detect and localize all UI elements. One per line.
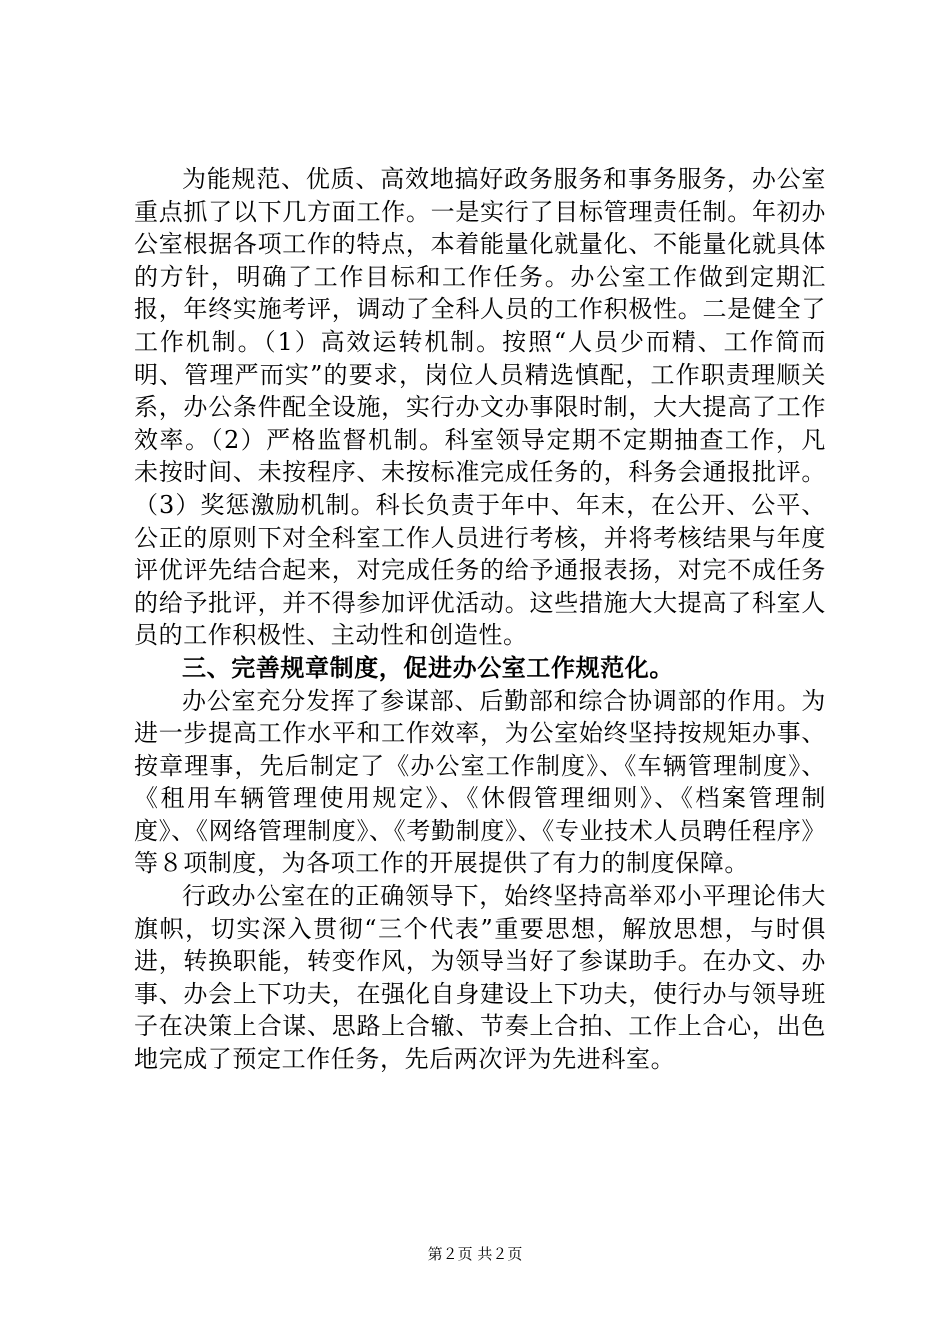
paragraph-rules-regulations: 办公室充分发挥了参谋部、后勤部和综合协调部的作用。为进一步提高工作水平和工作效率，为公室始终坚持按规矩办事、按章理事，先后制定了《办公室工作制度》、《车辆管理制度》、《租用车辆管理使用规定》、《休假管理细则》、《档案管理制度》、《网络管理制度》、《考勤制度》、《专业技术人员聘任程序》等８项制度，为各项工作的开展提供了有力的制度保障。 xyxy=(134,686,826,878)
page-footer: 第２页 共２页 xyxy=(427,1245,523,1263)
section-heading-3: 三、完善规章制度，促进办公室工作规范化。 xyxy=(182,653,674,682)
paragraph-work-mechanisms: 为能规范、优质、高效地搞好政务服务和事务服务，办公室重点抓了以下几方面工作。一是实行了目标管理责任制。年初办公室根据各项工作的特点，本着能量化就量化、不能量化就具体的方针，明确了工作目标和工作任务。办公室工作做到定期汇报，年终实施考评，调动了全科人员的工作积极性。二是健全了工作机制。（1）高效运转机制。按照“人员少而精、工作简而明、管理严而实”的要求，岗位人员精选慎配，工作职责理顺关系，办公条件配全设施，实行办文办事限时制，大大提高了工作效率。（2）严格监督机制。科室领导定期不定期抽查工作，凡未按时间、未按程序、未按标准完成任务的，科务会通报批评。（3）奖惩激励机制。科长负责于年中、年末，在公开、公平、公正的原则下对全科室工作人员进行考核，并将考核结果与年度评优评先结合起来，对完成任务的给予通报表扬，对完不成任务的给予批评，并不得参加评优活动。这些措施大大提高了科室人员的工作积极性、主动性和创造性。 xyxy=(134,165,826,650)
paragraph-summary: 行政办公室在的正确领导下，始终坚持高举邓小平理论伟大旗帜，切实深入贯彻“三个代表”重要思想，解放思想，与时俱进，转换职能，转变作风，为领导当好了参谋助手。在办文、办事、办会上下功夫，在强化自身建设上下功夫，使行办与领导班子在决策上合谋、思路上合辙、节奏上合拍、工作上合心，出色地完成了预定工作任务，先后两次评为先进科室。 xyxy=(134,882,826,1074)
document-body xyxy=(134,163,826,1076)
